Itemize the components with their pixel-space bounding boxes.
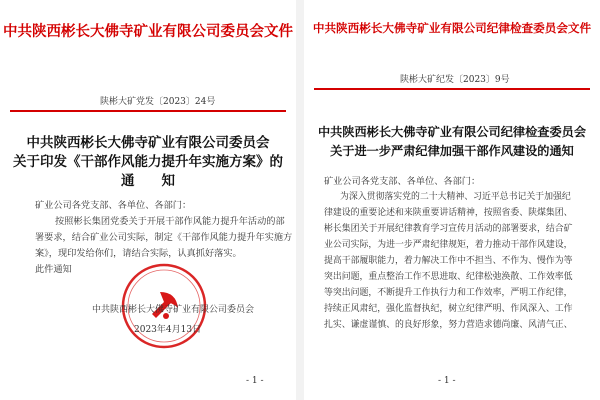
document-header: 中共陕西彬长大佛寺矿业有限公司委员会文件 bbox=[3, 24, 293, 40]
document-title-line1: 中共陕西彬长大佛寺矿业有限公司纪律检查委员会 bbox=[317, 125, 587, 139]
red-divider bbox=[314, 88, 590, 90]
page-number: - 1 - bbox=[246, 376, 264, 386]
document-left bbox=[0, 0, 296, 400]
signing-date: 2023年4月13日 bbox=[134, 325, 202, 335]
signing-organization: 中共陕西彬长大佛寺矿业有限公司委员会 bbox=[92, 305, 255, 315]
body-line: 持续正风肃纪，强化监督执纪，树立纪律严明、作风深入、工作 bbox=[324, 304, 573, 314]
body-line: 按照彬长集团党委关于开展干部作风能力提升年活动的部 bbox=[55, 216, 285, 227]
page-gap bbox=[296, 0, 304, 400]
body-line: 提高干部履职能力，着力解决工作中不担当、不作为、慢作为等 bbox=[324, 256, 573, 266]
document-header: 中共陕西彬长大佛寺矿业有限公司纪律检查委员会文件 bbox=[312, 21, 592, 35]
closing: 此件通知 bbox=[35, 264, 72, 275]
document-title-line2: 关于印发《干部作风能力提升年实施方案》的 bbox=[13, 154, 283, 170]
body-line: 为深入贯彻落实党的二十大精神、习近平总书记关于加强纪 bbox=[340, 192, 571, 202]
document-number: 陕彬大矿纪发〔2023〕9号 bbox=[400, 75, 510, 85]
addressee: 矿业公司各党支部、各单位、各部门： bbox=[35, 200, 192, 211]
page-number: - 1 - bbox=[438, 376, 456, 386]
body-line: 署要求，结合矿业公司实际，制定《干部作风能力提升年实施方 bbox=[35, 232, 293, 243]
red-divider bbox=[10, 110, 286, 112]
body-line: 扎实、谦虚谨慎、的良好形象，努力营造求德尚廉、风清气正、 bbox=[324, 320, 573, 330]
document-title-line3: 通 知 bbox=[121, 173, 175, 189]
body-line: 等突出问题，不断提升工作执行力和工作效率，严明工作纪律， bbox=[324, 288, 573, 298]
document-number: 陕彬大矿党发〔2023〕24号 bbox=[100, 97, 216, 107]
document-right bbox=[304, 0, 600, 400]
document-title-line1: 中共陕西彬长大佛寺矿业有限公司委员会 bbox=[26, 135, 270, 151]
body-line: 业公司实际，为进一步严肃纪律规矩，着力推动干部作风建设， bbox=[324, 240, 573, 250]
body-line: 彬长集团关于开展纪律教育学习宣传月活动的部署要求，结合矿 bbox=[324, 224, 573, 234]
document-title-line2: 关于进一步严肃纪律加强干部作风建设的通知 bbox=[330, 144, 574, 158]
body-line: 突出问题，重点整治工作不思进取、纪律松弛涣散、工作效率低 bbox=[324, 272, 573, 282]
body-line: 案》，现印发给你们，请结合实际，认真抓好落实。 bbox=[35, 248, 242, 259]
body-line: 律建设的重要论述和来陕重要讲话精神，按照省委、陕煤集团、 bbox=[324, 208, 573, 218]
addressee: 矿业公司各党支部、各单位、各部门： bbox=[324, 176, 481, 187]
